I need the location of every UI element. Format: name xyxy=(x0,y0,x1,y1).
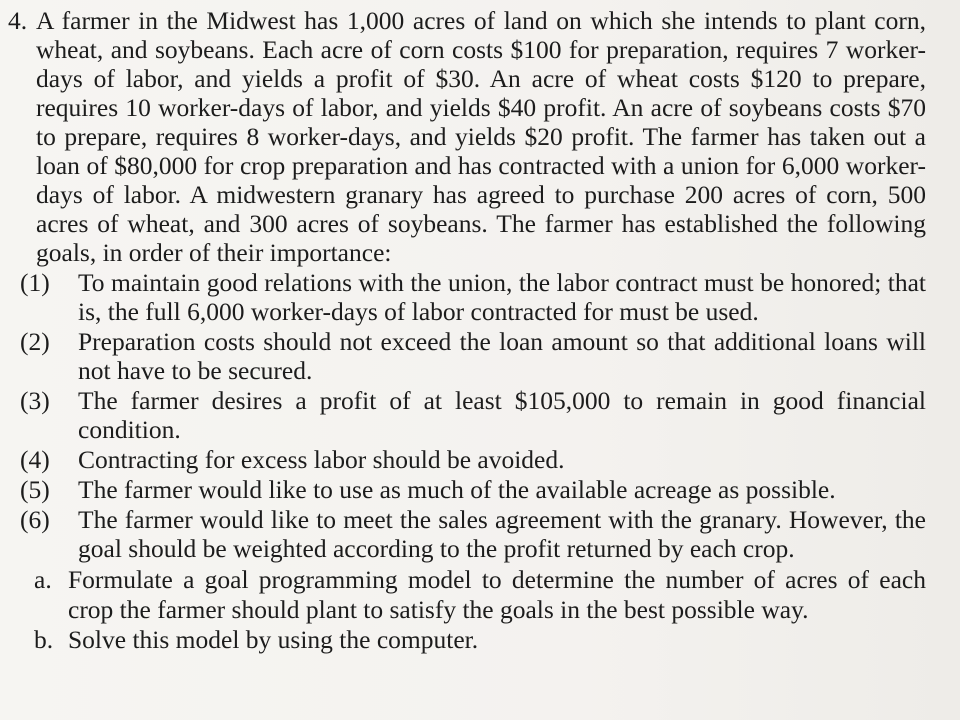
goal-number: (2) xyxy=(20,327,50,356)
goal-text: Contracting for excess labor should be avoided. xyxy=(78,445,565,474)
problem-number: 4. xyxy=(8,6,28,35)
question-parts xyxy=(34,565,926,655)
goal-item xyxy=(20,268,926,326)
goal-number: (4) xyxy=(20,445,50,474)
part-label: b. xyxy=(34,625,54,654)
goal-number: (6) xyxy=(20,505,50,534)
part-text: Solve this model by using the computer. xyxy=(68,625,479,654)
part-label: a. xyxy=(34,565,52,594)
problem-4 xyxy=(8,6,926,267)
part-text: Formulate a goal programming model to determine the number of acres of each crop the farmer should plant to satisfy the goals in the best possible way. xyxy=(68,565,926,624)
goal-item xyxy=(20,505,926,563)
problem-body xyxy=(36,6,926,267)
goal-text: The farmer would like to meet the sales agreement with the granary. However, the goal should be weighted according to the profit returned by each crop. xyxy=(78,505,926,563)
goal-number: (5) xyxy=(20,475,50,504)
goals-list xyxy=(20,268,926,563)
goal-text: The farmer desires a profit of at least $105,000 to remain in good financial condition. xyxy=(78,386,926,444)
goal-item xyxy=(20,327,926,385)
goal-text: The farmer would like to use as much of the available acreage as possible. xyxy=(78,475,836,504)
problem-stem: A farmer in the Midwest has 1,000 acres of land on which she intends to plant corn, wheat, and soybeans. Each acre of corn costs $100 for preparation, requires 7 worker-days of labor, and yields a profit of $30. An acre of wheat costs $120 to prepare, requires 10 worker-days of labor, and yields $40 profit. An acre of soybeans costs $70 to prepare, requires 8 worker-days, and yields $20 profit. The farmer has taken out a loan of $80,000 for crop preparation and has contracted with a union for 6,000 worker-days of labor. A midwestern granary has agreed to purchase 200 acres of corn, 500 acres of wheat, and 300 acres of soybeans. The farmer has established the following goals, in order of their importance: xyxy=(36,6,926,267)
goal-text: Preparation costs should not exceed the loan amount so that additional loans will not have to be secured. xyxy=(78,327,926,385)
question-part xyxy=(34,625,926,655)
goal-text: To maintain good relations with the union, the labor contract must be honored; that is, the full 6,000 worker-days of labor contracted for must be used. xyxy=(78,268,926,326)
goal-item xyxy=(20,445,926,474)
goal-item xyxy=(20,475,926,504)
goal-number: (3) xyxy=(20,386,50,415)
question-part xyxy=(34,565,926,625)
goal-number: (1) xyxy=(20,268,50,297)
goal-item xyxy=(20,386,926,444)
